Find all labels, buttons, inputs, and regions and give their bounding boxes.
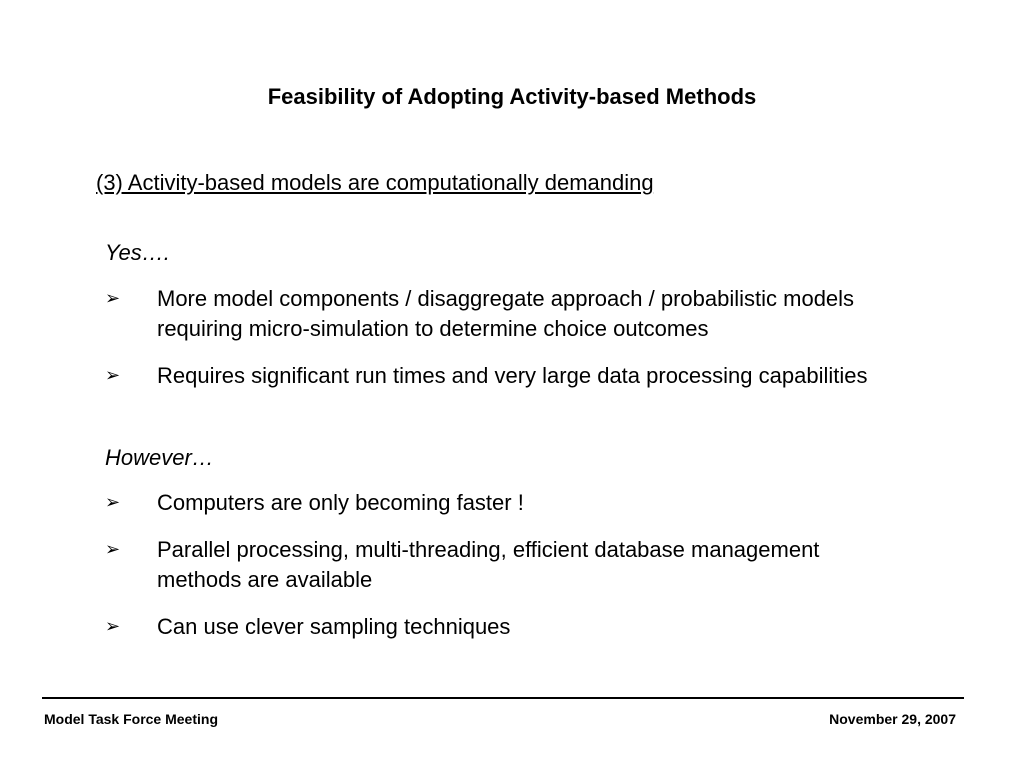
section-label-yes: Yes….: [105, 240, 170, 265]
footer-meeting-name: Model Task Force Meeting: [44, 711, 218, 727]
slide-title: Feasibility of Adopting Activity-based Methods: [267, 84, 757, 109]
section-label-however: However…: [105, 445, 214, 470]
bullet-text: More model components / disaggregate approach / probabilistic models requiring micro-simulation to determine choice outcomes: [157, 286, 855, 341]
arrowhead-bullet-icon: ➢: [105, 288, 121, 309]
slide-subtitle: (3) Activity-based models are computationally demanding: [96, 170, 654, 195]
bullet-text: Parallel processing, multi-threading, efficient database management methods are available: [157, 537, 820, 592]
footer-divider: [42, 697, 964, 699]
bullet-text: Computers are only becoming faster !: [157, 490, 524, 515]
arrowhead-bullet-icon: ➢: [105, 492, 121, 513]
arrowhead-bullet-icon: ➢: [105, 365, 121, 386]
arrowhead-bullet-icon: ➢: [105, 539, 121, 560]
arrowhead-bullet-icon: ➢: [105, 616, 121, 637]
bullet-text: Requires significant run times and very large data processing capabilities: [157, 363, 868, 388]
footer-date: November 29, 2007: [829, 711, 956, 727]
bullet-text: Can use clever sampling techniques: [157, 614, 511, 639]
